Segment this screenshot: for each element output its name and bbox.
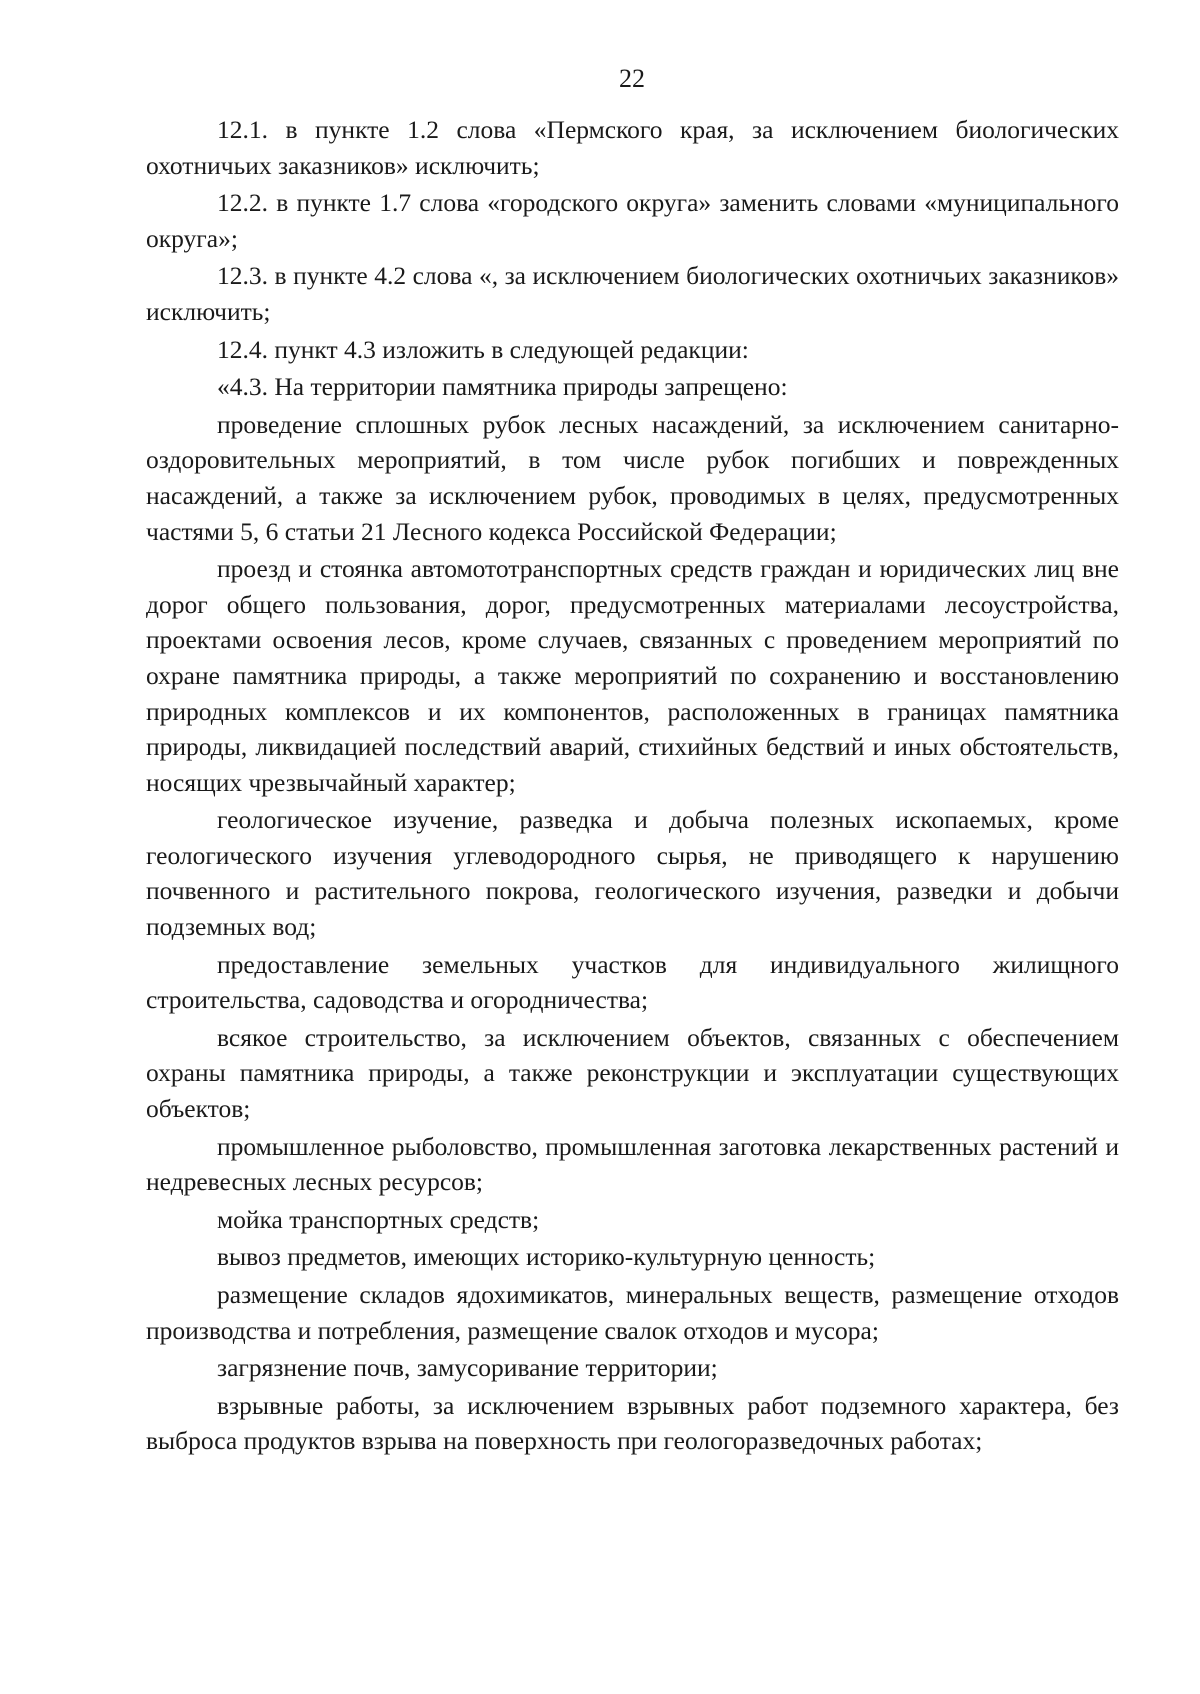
page-number: 22 (619, 64, 645, 93)
paragraph-vehicle-ban: проезд и стоянка автомототранспортных средств граждан и юридических лиц вне дорог общего пользования, дорог, предусмотренных материалами лесоустройства, проектами освоения лесов, кроме случаев, связанных с проведением мероприятий по охране памятника природы, а также мероприятий по сохранению и восстановлению природных комплексов и их компонентов, расположенных в границах памятника природы, ликвидацией последствий аварий, стихийных бедствий и иных обстоятельств, носящих чрезвычайный характер; (146, 554, 1119, 797)
paragraph-12-1: 12.1. в пункте 1.2 слова «Пермского края, за исключением биологических охотничьих заказников» исключить; (146, 115, 1119, 180)
paragraph-construction-ban: всякое строительство, за исключением объектов, связанных с обеспечением охраны памятника природы, а также реконструкции и эксплуатации существующих объектов; (146, 1022, 1119, 1124)
paragraph-12-4: 12.4. пункт 4.3 изложить в следующей редакции: (217, 334, 749, 364)
paragraph-4-3-heading: «4.3. На территории памятника природы запрещено: (217, 372, 788, 402)
paragraph-geology-ban: геологическое изучение, разведка и добыча полезных ископаемых, кроме геологического изучения углеводородного сырья, не приводящего к нарушению почвенного и растительного покрова, геологического изучения, разведки и добычи подземных вод; (146, 805, 1119, 942)
paragraph-storage-ban: размещение складов ядохимикатов, минеральных веществ, размещение отходов производства и потребления, размещение свалок отходов и мусора; (146, 1280, 1119, 1345)
paragraph-12-3: 12.3. в пункте 4.2 слова «, за исключением биологических охотничьих заказников» исключить; (146, 261, 1119, 326)
paragraph-pollution-ban: загрязнение почв, замусоривание территории; (217, 1353, 718, 1383)
paragraph-12-2: 12.2. в пункте 1.7 слова «городского округа» заменить словами «муниципального округа»; (146, 188, 1119, 253)
paragraph-clearcut-ban: проведение сплошных рубок лесных насаждений, за исключением санитарно-оздоровительных мероприятий, в том числе рубок погибших и поврежденных насаждений, а также за исключением рубок, проводимых в целях, предусмотренных частями 5, 6 статьи 21 Лесного кодекса Российской Федерации; (146, 409, 1119, 546)
document-body (146, 110, 1119, 1459)
paragraph-artifact-removal-ban: вывоз предметов, имеющих историко-культурную ценность; (217, 1242, 876, 1272)
paragraph-blasting-ban: взрывные работы, за исключением взрывных работ подземного характера, без выброса продуктов взрыва на поверхность при геологоразведочных работах; (146, 1390, 1119, 1456)
paragraph-land-plots-ban: предоставление земельных участков для индивидуального жилищного строительства, садоводства и огородничества; (146, 949, 1119, 1015)
paragraph-vehicle-washing-ban: мойка транспортных средств; (217, 1204, 540, 1234)
paragraph-fishing-ban: промышленное рыболовство, промышленная заготовка лекарственных растений и недревесных лесных ресурсов; (146, 1131, 1119, 1197)
